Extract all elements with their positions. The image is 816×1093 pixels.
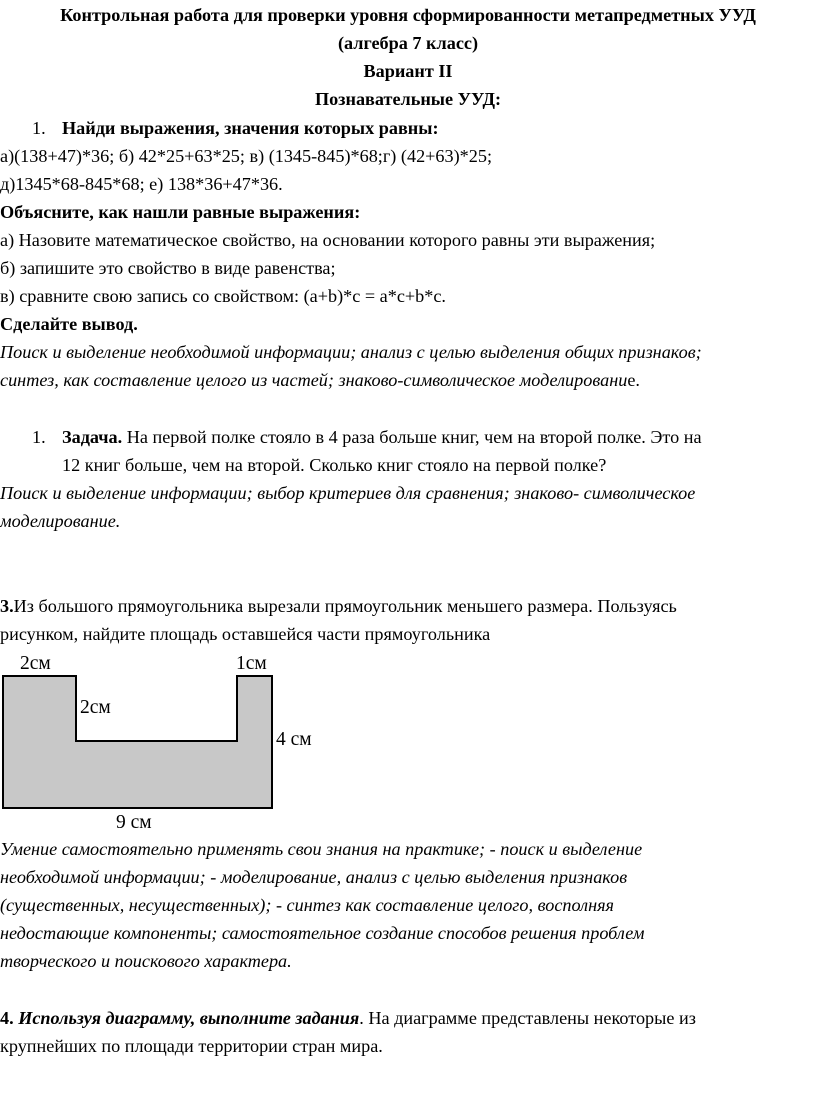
section-heading: Познавательные УУД: <box>314 89 502 109</box>
task1-explain-c: в) сравните свою запись со свойством: (a+b)*c = a*c+b*c. <box>0 286 446 306</box>
task3-skills-line-4: недостающие компоненты; самостоятельное создание способов решения проблем <box>0 923 645 943</box>
task3-number: 3. <box>0 596 14 616</box>
figure-label-base: 9 см <box>116 812 152 833</box>
task2-text-2: 12 книг больше, чем на второй. Сколько книг стояло на первой полке? <box>62 455 607 475</box>
task1-skills-line-1: Поиск и выделение необходимой информации; анализ с целью выделения общих признаков; <box>0 342 702 362</box>
task2-number: 1. <box>32 427 46 447</box>
task1-conclusion: Сделайте вывод. <box>0 314 138 334</box>
task4-period: . <box>359 1008 364 1028</box>
task4-text-1: На диаграмме представлены некоторые из <box>363 1008 696 1028</box>
figure-label-cut-depth: 2см <box>80 697 111 718</box>
task2-text-1: На первой полке стояло в 4 раза больше книг, чем на второй полке. Это на <box>122 427 702 447</box>
task3-line-1 <box>0 593 677 619</box>
task1-heading: Найди выражения, значения которых равны: <box>62 118 439 138</box>
task2-label: Задача. <box>62 427 123 447</box>
task3-skills-line-2: необходимой информации; - моделирование, анализ с целью выделения признаков <box>0 867 628 887</box>
task3-skills-line-5: творческого и поискового характера. <box>0 951 292 971</box>
task1-skills-line-2 <box>0 367 640 393</box>
figure-label-left-width: 2см <box>20 653 51 674</box>
cutout-shape <box>3 676 272 808</box>
task1-number: 1. <box>32 118 46 138</box>
title-line-1: Контрольная работа для проверки уровня сформированности метапредметных УУД <box>60 5 756 25</box>
task4-line-1 <box>0 1005 696 1031</box>
task3-text-1: Из большого прямоугольника вырезали прямоугольник меньшего размера. Пользуясь <box>13 596 677 616</box>
variant-heading: Вариант II <box>363 61 453 81</box>
cutout-rectangle-figure <box>0 670 300 820</box>
figure-label-right-width: 1см <box>236 653 267 674</box>
figure-label-height: 4 см <box>276 729 312 750</box>
task2-skills-line-1: Поиск и выделение информации; выбор критериев для сравнения; знаково- символическое <box>0 483 696 503</box>
task4-number: 4. <box>0 1008 14 1028</box>
task2-line-1 <box>32 424 702 450</box>
task2-skills-line-2: моделирование. <box>0 511 121 531</box>
task4-text-2: крупнейших по площади территории стран мира. <box>0 1036 383 1056</box>
task3-text-2: рисунком, найдите площадь оставшейся части прямоугольника <box>0 624 491 644</box>
task1-explain-b: б) запишите это свойство в виде равенства; <box>0 258 336 278</box>
task1-expressions-line-2: д)1345*68-845*68; е) 138*36+47*36. <box>0 174 283 194</box>
task1-skills-line-2-italic: синтез, как составление целого из частей; знаково-символическое моделировани <box>0 370 628 390</box>
task1-explain-a: а) Назовите математическое свойство, на основании которого равны эти выражения; <box>0 230 656 250</box>
task1-heading-line <box>32 115 439 141</box>
task1-expressions-line-1: а)(138+47)*36; б) 42*25+63*25; в) (1345-845)*68;г) (42+63)*25; <box>0 146 492 166</box>
task1-skills-line-2-end: е. <box>627 370 640 390</box>
task3-skills-line-1: Умение самостоятельно применять свои знания на практике; - поиск и выделение <box>0 839 643 859</box>
task3-skills-line-3: (существенных, несущественных); - синтез как составление целого, восполняя <box>0 895 614 915</box>
title-line-2: (алгебра 7 класс) <box>337 33 479 53</box>
task1-explain-heading: Объясните, как нашли равные выражения: <box>0 202 361 222</box>
task4-heading: Используя диаграмму, выполните задания <box>18 1008 360 1028</box>
